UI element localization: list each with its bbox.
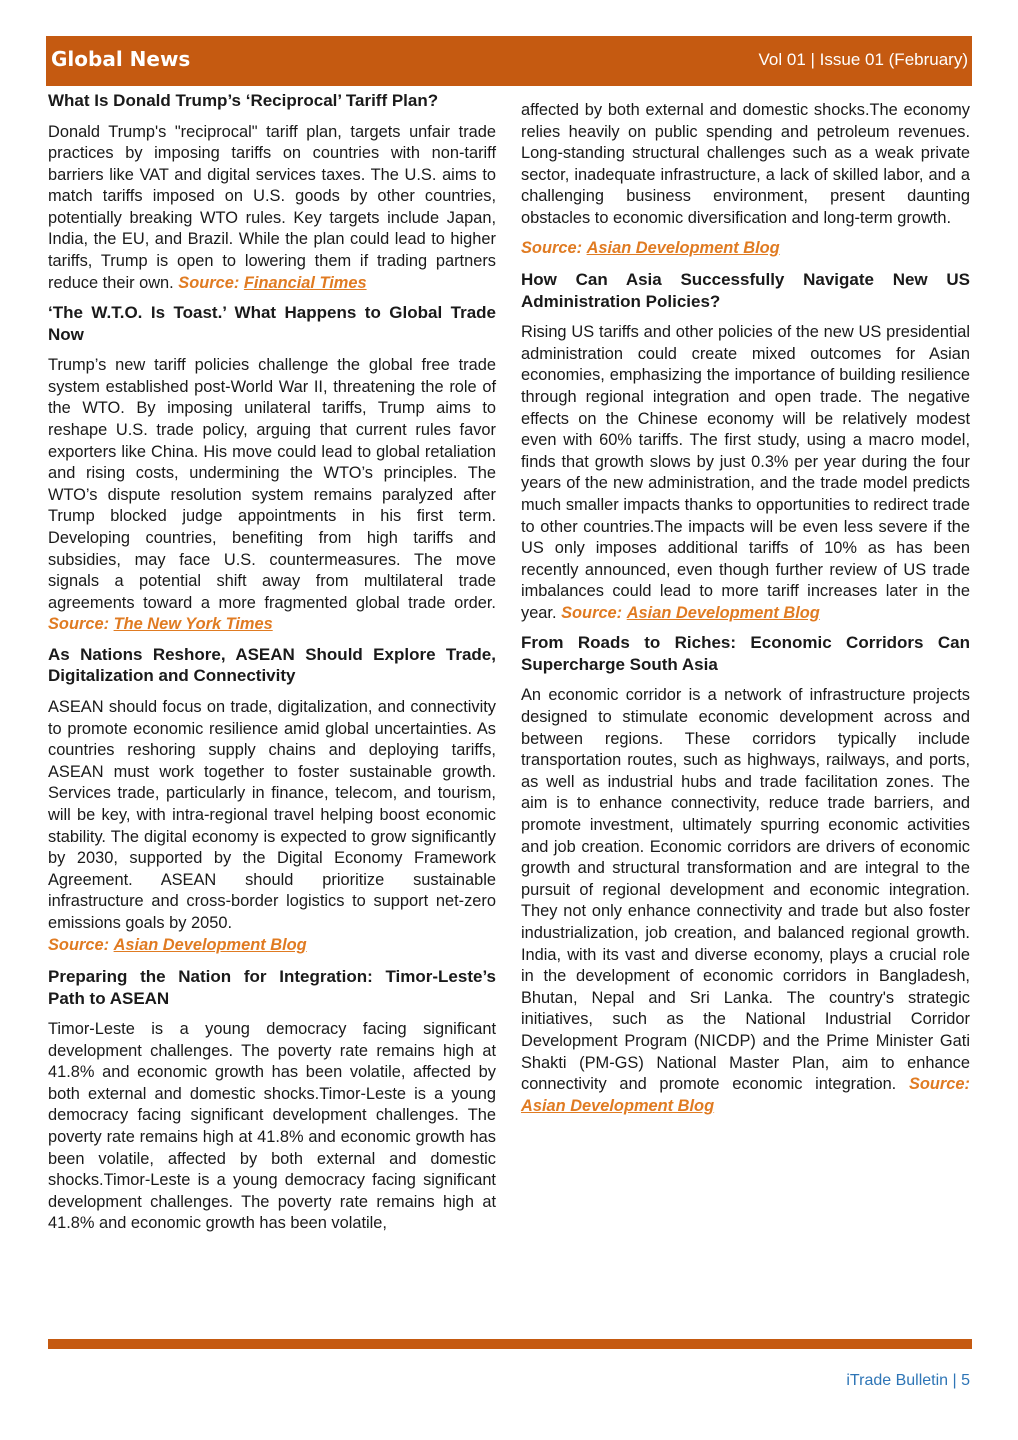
article-title: How Can Asia Successfully Navigate New US Administration Policies? [521,270,970,311]
article-title: What Is Donald Trump’s ‘Reciprocal’ Tariff Plan? [48,91,439,110]
source-label: Source: [178,273,240,292]
issue-label: Vol 01 | Issue 01 (February) [758,50,968,69]
article-body: Donald Trump's "reciprocal" tariff plan, targets unfair trade practices by imposing tariffs on countries with non-tariff barriers like VAT and digital services taxes. The U.S. aims to match tariffs imposed on U.S. goods by other countries, potentially breaking WTO rules. Key targets include Japan, India, the EU, and Brazil. While the plan could lead to higher tariffs, Trump is open to lowering them if trading partners reduce their own. Source: Financial Times [48,122,496,292]
section-title: Global News [51,47,191,71]
source-line [521,238,970,260]
source-link[interactable]: Asian Development Blog [586,238,780,257]
source-label: Source: [908,1075,970,1094]
source-link[interactable]: Asian Development Blog [521,1096,715,1115]
source-label: Source: [48,615,110,634]
article-title: Preparing the Nation for Integration: Timor-Leste’s Path to ASEAN [48,967,496,1008]
article-body: ASEAN should focus on trade, digitalization, and connectivity to promote economic resilience amid global uncertainties. As countries reshoring supply chains and deploying tariffs, ASEAN must work together to foster sustainable growth. Services trade, particularly in finance, telecom, and tourism, will be key, with intra-regional travel helping boost economic stability. The digital economy is expected to grow significantly by 2030, supported by the Digital Economy Framework Agreement. ASEAN should prioritize sustainable infrastructure and cross-border logistics to support net-zero emissions goals by 2050. [48,697,496,932]
source-label: Source: [521,238,583,257]
article-title: ‘The W.T.O. Is Toast.’ What Happens to Global Trade Now [48,303,496,344]
footer-page-label: iTrade Bulletin | 5 [846,1372,970,1389]
source-link[interactable]: Financial Times [243,273,367,292]
article-timor-leste-continued [521,100,970,259]
source-label: Source: [48,935,110,954]
source-link[interactable]: The New York Times [113,615,273,634]
article-wto-toast [48,302,496,636]
source-line [48,935,496,957]
article-body: Rising US tariffs and other policies of the new US presidential administration could create mixed outcomes for Asian economies, emphasizing the importance of building resilience through regional integration and open trade. The negative effects on the Chinese economy will be relatively modest even with 60% tariffs. The first study, using a macro model, finds that growth slows by just 0.3% per year during the four years of the new administration, and the trade model predicts much smaller impacts thanks to opportunities to redirect trade to other countries.The impacts will be even less severe if the US only imposes additional tariffs of 10% as has been recently announced, even though further review of US trade imbalances could lead to more tariff increases later in the year. Source: Asian Development Blog [521,323,970,622]
header-bar [46,36,972,86]
article-body: Timor-Leste is a young democracy facing significant development challenges. The poverty rate remains high at 41.8% and economic growth has been volatile, affected by both external and domestic shocks.Timor-Leste is a young democracy facing significant development challenges. The poverty rate remains high at 41.8% and economic growth has been volatile, affected by both external and domestic shocks.Timor-Leste is a young democracy facing significant development challenges. The poverty rate remains high at 41.8% and economic growth has been volatile, [48,1020,496,1233]
footer-rule [48,1339,972,1349]
article-timor-leste [48,966,496,1235]
article-reciprocal-tariff [48,90,496,294]
article-asean-reshore [48,644,496,956]
article-asia-us-policies [521,269,970,624]
right-column [521,90,970,1125]
source-link[interactable]: Asian Development Blog [626,603,820,622]
article-title: From Roads to Riches: Economic Corridors Can Supercharge South Asia [521,633,970,674]
source-link[interactable]: Asian Development Blog [113,935,307,954]
article-body: Trump’s new tariff policies challenge the global free trade system established post-World War II, threatening the role of the WTO. By imposing unilateral tariffs, Trump aims to reshape U.S. trade policy, arguing that current rules favor exporters like China. His move could lead to global retaliation and rising costs, undermining the WTO’s principles. The WTO’s dispute resolution system remains paralyzed after Trump blocked judge appointments in his first term. Developing countries, benefiting from high tariffs and subsidies, may face U.S. countermeasures. The move signals a potential shift away from multilateral trade agreements toward a more fragmented global trade order. Source: The New York Times [48,356,496,634]
article-body-continued: affected by both external and domestic shocks.The economy relies heavily on public spending and petroleum revenues. Long-standing structural challenges such as a weak private sector, inadequate infrastructure, a lack of skilled labor, and a challenging business environment, present daunting obstacles to economic diversification and long-term growth. [521,101,970,227]
source-label: Source: [561,603,623,622]
left-column [48,90,496,1243]
article-body: An economic corridor is a network of infrastructure projects designed to stimulate economic development across and between regions. These corridors typically include transportation routes, such as highways, railways, and ports, as well as industrial hubs and trade facilitation zones. The aim is to enhance connectivity, reduce trade barriers, and promote investment, ultimately spurring economic activities and job creation. Economic corridors are drivers of economic growth and structural transformation and are integral to the pursuit of regional development and economic integration. They not only enhance connectivity and trade but also foster industrialization, job creation, and balanced regional growth. India, with its vast and diverse economy, plays a crucial role in the development of economic corridors in Bangladesh, Bhutan, Nepal and Sri Lanka. The country's strategic initiatives, such as the National Industrial Corridor Development Program (NICDP) and the Prime Minister Gati Shakti (PM-GS) National Master Plan, aim to enhance connectivity and promote economic integration. Source: Asian Development Blog [521,686,970,1115]
article-economic-corridors [521,632,970,1117]
article-title: As Nations Reshore, ASEAN Should Explore Trade, Digitalization and Connectivity [48,644,496,686]
